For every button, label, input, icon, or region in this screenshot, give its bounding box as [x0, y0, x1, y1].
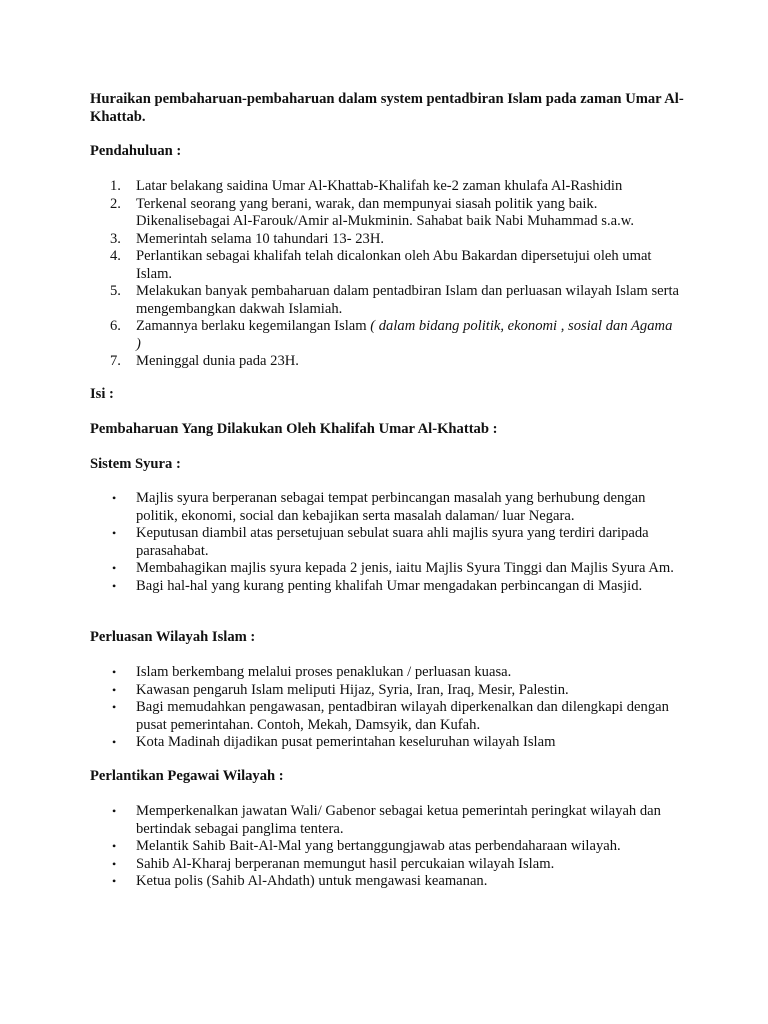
bullet-icon: •	[112, 804, 117, 818]
bullet-icon: •	[112, 578, 117, 593]
perluasan-list	[90, 664, 680, 752]
bullet-icon: •	[112, 700, 117, 714]
bullet-icon: •	[112, 665, 117, 679]
list-item: 4. Perlantikan sebagai khalifah telah dicalonkan oleh Abu Bakardan dipersetujui oleh umat Islam.	[110, 248, 652, 282]
sistem-syura-list	[90, 490, 680, 595]
bullet-icon: •	[112, 874, 117, 888]
list-item: • Memperkenalkan jawatan Wali/ Gabenor sebagai ketua pemerintah peringkat wilayah dan bertindak sebagai panglima tentera.	[112, 803, 661, 837]
list-item: 3. Memerintah selama 10 tahundari 13- 23H.	[110, 230, 385, 247]
list-item: • Bagi hal-hal yang kurang penting khalifah Umar mengadakan perbincangan di Masjid.	[112, 577, 643, 594]
list-item: 6. Zamannya berlaku kegemilangan Islam ( dalam bidang politik, ekonomi , sosial dan Agama )	[110, 318, 673, 352]
bullet-icon: •	[112, 735, 117, 749]
list-item: • Keputusan diambil atas persetujuan sebulat suara ahli majlis syura yang terdiri daripada parasahabat.	[112, 525, 649, 559]
list-item: • Sahib Al-Kharaj berperanan memungut hasil percukaian wilayah Islam.	[112, 855, 555, 872]
list-item: • Melantik Sahib Bait-Al-Mal yang bertanggungjawab atas perbendaharaan wilayah.	[112, 838, 621, 854]
list-item: • Islam berkembang melalui proses penaklukan / perluasan kuasa.	[112, 664, 512, 680]
bullet-icon: •	[112, 682, 117, 697]
bullet-icon: •	[112, 839, 117, 853]
list-item: 2. Terkenal seorang yang berani, warak, dan mempunyai siasah politik yang baik. Dikenalisebagai Al-Farouk/Amir al-Mukminin. Sahabat baik Nabi Muhammad s.a.w.	[110, 195, 634, 229]
pendahuluan-list	[90, 178, 680, 371]
list-item: • Membahagikan majlis syura kepada 2 jenis, iaitu Majlis Syura Tinggi dan Majlis Syura Am.	[112, 560, 674, 576]
bullet-icon: •	[112, 856, 117, 871]
document-title: Huraikan pembaharuan-pembaharuan dalam system pentadbiran Islam pada zaman Umar Al-Khattab.	[90, 91, 684, 125]
heading-isi: Isi :	[90, 386, 114, 402]
list-item: • Ketua polis (Sahib Al-Ahdath) untuk mengawasi keamanan.	[112, 873, 488, 889]
bullet-icon: •	[112, 561, 117, 575]
bullet-icon: •	[112, 491, 117, 505]
list-item: 7. Meninggal dunia pada 23H.	[110, 353, 299, 369]
list-item: 5. Melakukan banyak pembaharuan dalam pentadbiran Islam dan perluasan wilayah Islam serta mengembangkan dakwah Islamiah.	[110, 283, 680, 317]
list-item: • Kota Madinah dijadikan pusat pemerintahan keseluruhan wilayah Islam	[112, 734, 556, 750]
list-item: • Kawasan pengaruh Islam meliputi Hijaz, Syria, Iran, Iraq, Mesir, Palestin.	[112, 681, 569, 698]
heading-sistem-syura: Sistem Syura :	[90, 456, 181, 472]
list-item: 1. Latar belakang saidina Umar Al-Khattab-Khalifah ke-2 zaman khulafa Al-Rashidin	[110, 178, 623, 194]
heading-perlantikan: Perlantikan Pegawai Wilayah :	[90, 768, 284, 784]
list-item: • Majlis syura berperanan sebagai tempat perbincangan masalah yang berhubung dengan politik, ekonomi, social dan kebajikan serta masalah dalaman/ luar Negara.	[112, 490, 646, 524]
bullet-icon: •	[112, 526, 117, 540]
perlantikan-list	[90, 803, 680, 891]
heading-perluasan: Perluasan Wilayah Islam :	[90, 629, 256, 645]
heading-pendahuluan: Pendahuluan :	[90, 143, 182, 159]
list-item: • Bagi memudahkan pengawasan, pentadbiran wilayah diperkenalkan dan dilengkapi dengan pusat pemerintahan. Contoh, Mekah, Damsyik, dan Kufah.	[112, 699, 669, 733]
heading-pembaharuan: Pembaharuan Yang Dilakukan Oleh Khalifah Umar Al-Khattab :	[90, 421, 498, 437]
